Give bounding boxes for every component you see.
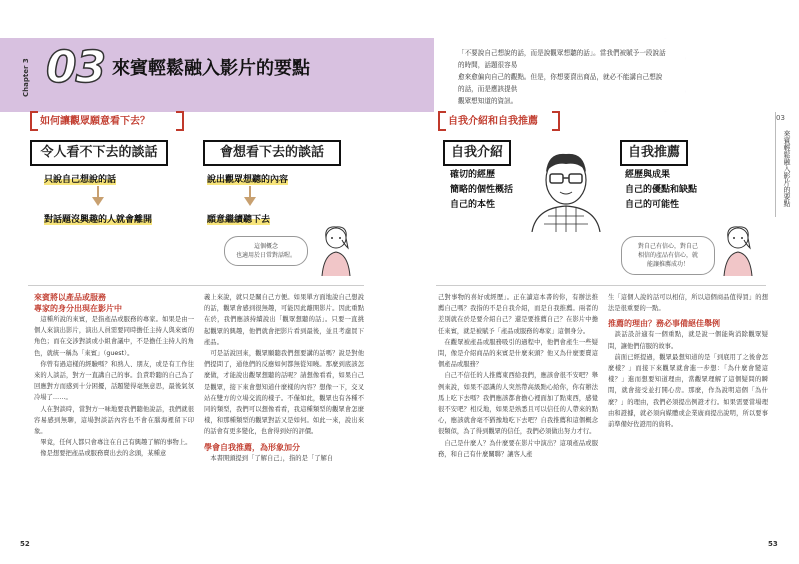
man-glasses-illustration-icon	[528, 146, 604, 232]
bubble-line: 相信的產品有信心，就	[637, 252, 698, 259]
paragraph: 自己不信任的人推薦東西給我們，應該會很不安吧？舉例來說，如果不認識的人突然帶高級點心給你，你有辦法馬上吃下去嗎？我們應該都會擔心裡面加了點東西，感覺很不安吧？相反地，如果是熟悉且可以信任的人帶來的點心，應該就會毫不猶豫地吃下去吧？自我推薦和這個概念很類似，為了得到觀眾的信任，我們必須做出努力才行。	[438, 372, 598, 436]
column-2	[204, 292, 364, 464]
paragraph: 己對事物的喜好或經歷」。正在讀這本書的你，有辦法推薦自己嗎？我指的不是自我介紹，而是自我推薦。兩者的差別就在於是要介紹自己？還是要推薦自己？在影片中擔任來賓，就是被賦予「產品或服務的專家」這個身分。	[438, 294, 598, 335]
chapter-label: Chapter 3	[22, 58, 30, 97]
quote-line: 觀眾想知道的資訊。	[458, 97, 518, 105]
list-item: 確切的經歷	[450, 170, 496, 180]
paragraph: 像是想要把產品或服務賣出去的念頭，某種意	[34, 450, 167, 458]
chapter-title: 來賓輕鬆融入影片的要點	[112, 58, 310, 79]
quote-line: 「不要說自己想說的話，而是說觀眾想聽的話」。當我們被賦予一段說話的時間，話題很容易	[458, 49, 666, 69]
paragraph: 前面已經提過，觀眾最想知道的是「到底用了之後會怎麼樣？」而接下來觀眾就會進一步想：「為什麼會變這樣？」進而想要知道理由，當觀眾理解了這個疑問的瞬間，就會接受並打開心房。那麼，作為說明這個「為什麼？」的理由，我們必須提出例證才行。如果需要當場理由和證據，就必須向媒體或企業廣商提出說明，所以要事前準備好佐證用的資料。	[608, 353, 768, 429]
paragraph: 這種所說的來賓，是指產品或服務的專家。如果是由一個人來演出影片，演出人員需要同時擔任主持人與來賓的角色；而在交涉對談或小組會議中，不是擔任主持人的角色，就統一稱為「來賓」（guest）。	[34, 316, 194, 357]
side-tab-text: 來賓輕鬆融入影片的要點	[783, 130, 791, 207]
paragraph: 畢竟，任何人都只會專注在自己有興趣了解的事物上。	[34, 439, 192, 447]
heading-bracket-right	[176, 111, 184, 131]
column-1	[34, 292, 194, 460]
header-quote	[458, 47, 668, 107]
paragraph: 本書開頭提到「了解自己」，指的是「了解自	[204, 454, 334, 462]
bubble-line: 能讓推薦成功！	[646, 261, 689, 268]
heading-bracket-left	[30, 111, 38, 131]
section-divider	[28, 285, 364, 286]
column-4	[608, 292, 768, 430]
box-engaging-talk: 會想看下去的談話	[203, 140, 341, 166]
boring-effect: 對話題沒興趣的人就會離開	[44, 212, 152, 225]
section-divider	[436, 285, 766, 286]
heading-bracket-left	[438, 111, 446, 131]
paragraph: 談話設計適有一個重點，就是說一個能夠消除觀眾疑問，讓他們信服的故事。	[608, 331, 768, 350]
arrow-down-icon	[92, 197, 104, 206]
box-boring-talk: 令人看不下去的談話	[30, 140, 168, 166]
arrow-down-icon	[244, 197, 256, 206]
side-tab-divider	[775, 112, 776, 217]
woman-illustration-icon	[718, 224, 758, 276]
section-heading-left: 如何讓觀眾願意看下去？	[40, 116, 150, 127]
box-self-recommend: 自我推薦	[620, 140, 688, 166]
column-subhead: 學會自我推薦，為形象加分	[204, 442, 300, 452]
box-self-intro: 自我介紹	[443, 140, 511, 166]
speech-bubble-left	[224, 236, 308, 266]
speech-bubble-right	[621, 236, 715, 275]
column-subhead: 來賓將以產品或服務	[34, 293, 106, 302]
page-number-right: 53	[768, 540, 778, 548]
column-subhead: 推薦的理由？務必事備絕佳舉例	[608, 319, 720, 329]
list-item: 自己的本性	[450, 200, 496, 210]
paragraph: 生「這個人說的話可以相信，所以這個商品值得買」的想法是很重要的一點。	[608, 294, 768, 313]
paragraph: 可是話說回來，觀眾願聽我們想要講的話嗎？說是對他們提問了，通他們的反應如何都無從知曉。那麼到底該怎麼做，才能說出觀眾想聽的話呢？請想像看看，如果自己是觀眾，接下來會想知道什麼樣的內容？想像一下，交叉站在雙方的立場交流的樣子。不僅如此，觀眾也有各種不同的類型，我們可以想像看看，我這種類型的觀眾會怎麼樣，和那種類型的觀眾對話又是如何。如此一來，說出來的話會有更多變化，也會得到好的評價。	[204, 350, 364, 436]
paragraph: 人在對談時，當對方一味地要我們聽他說話，我們就很容易感到無聊，這場對談話內容也不會在腦海裡留下印象。	[34, 405, 194, 436]
section-heading-right: 自我介紹和自我推薦	[448, 116, 538, 127]
woman-illustration-icon	[316, 224, 356, 276]
list-item: 自己的優點和缺點	[625, 185, 698, 195]
self-recommend-list	[625, 168, 697, 213]
paragraph: 在觀眾被產品或服務吸引的過程中，他們會產生一些疑問，像是介紹商品的來賓是什麼來頭？他又為什麼要賣這個產品或服務？	[438, 338, 598, 369]
heading-bracket-right	[552, 111, 560, 131]
paragraph: 義上來說，就只是關自己方便。如果單方面地說自己想說的話，觀眾會感到很無趣，可能因此離開影片。因此重點在於，我們應該持續說出「觀眾想聽的話」。只要一直挑起觀眾的興趣，他們就會把影片看到最後，並且考慮買下產品。	[204, 294, 364, 346]
bubble-line: 對自己有信心，對自己	[637, 243, 698, 250]
paragraph: 自己是什麼人？為什麼要在影片中演出？這項產品或服務，和自己有什麼關聯？讓客人產	[438, 439, 598, 458]
bubble-line: 這個概念	[253, 243, 278, 250]
bubble-line: 也適用於日常對話喔。	[235, 252, 296, 259]
quote-line: 愈來愈偏向自己的觀點。但是，你想要賣出商品，就必不能講自己想說的話，而是應該提供	[458, 73, 663, 93]
column-subhead: 專家的身分出現在影片中	[34, 304, 122, 313]
chapter-number: 03	[46, 42, 106, 93]
boring-cause: 只說自己想說的話	[44, 172, 116, 185]
paragraph: 你曾有過這樣的經驗嗎？和熟人、朋友，或是有工作往來的人談話，對方一直講自己的事。負責聆聽的自己為了回應對方而感到十分困擾，話題變得毫無意思，最後氣氛冷場了……。	[34, 360, 194, 402]
list-item: 自己的可能性	[625, 200, 680, 210]
list-item: 經歷與成果	[625, 170, 671, 180]
self-intro-list	[450, 168, 513, 213]
column-3	[438, 292, 598, 460]
side-tab-number: 03	[776, 114, 785, 122]
list-item: 簡略的個性概括	[450, 185, 514, 195]
engaging-cause: 說出觀眾想聽的內容	[207, 172, 288, 185]
page-number-left: 52	[20, 540, 30, 548]
engaging-effect: 願意繼續聽下去	[207, 212, 270, 225]
